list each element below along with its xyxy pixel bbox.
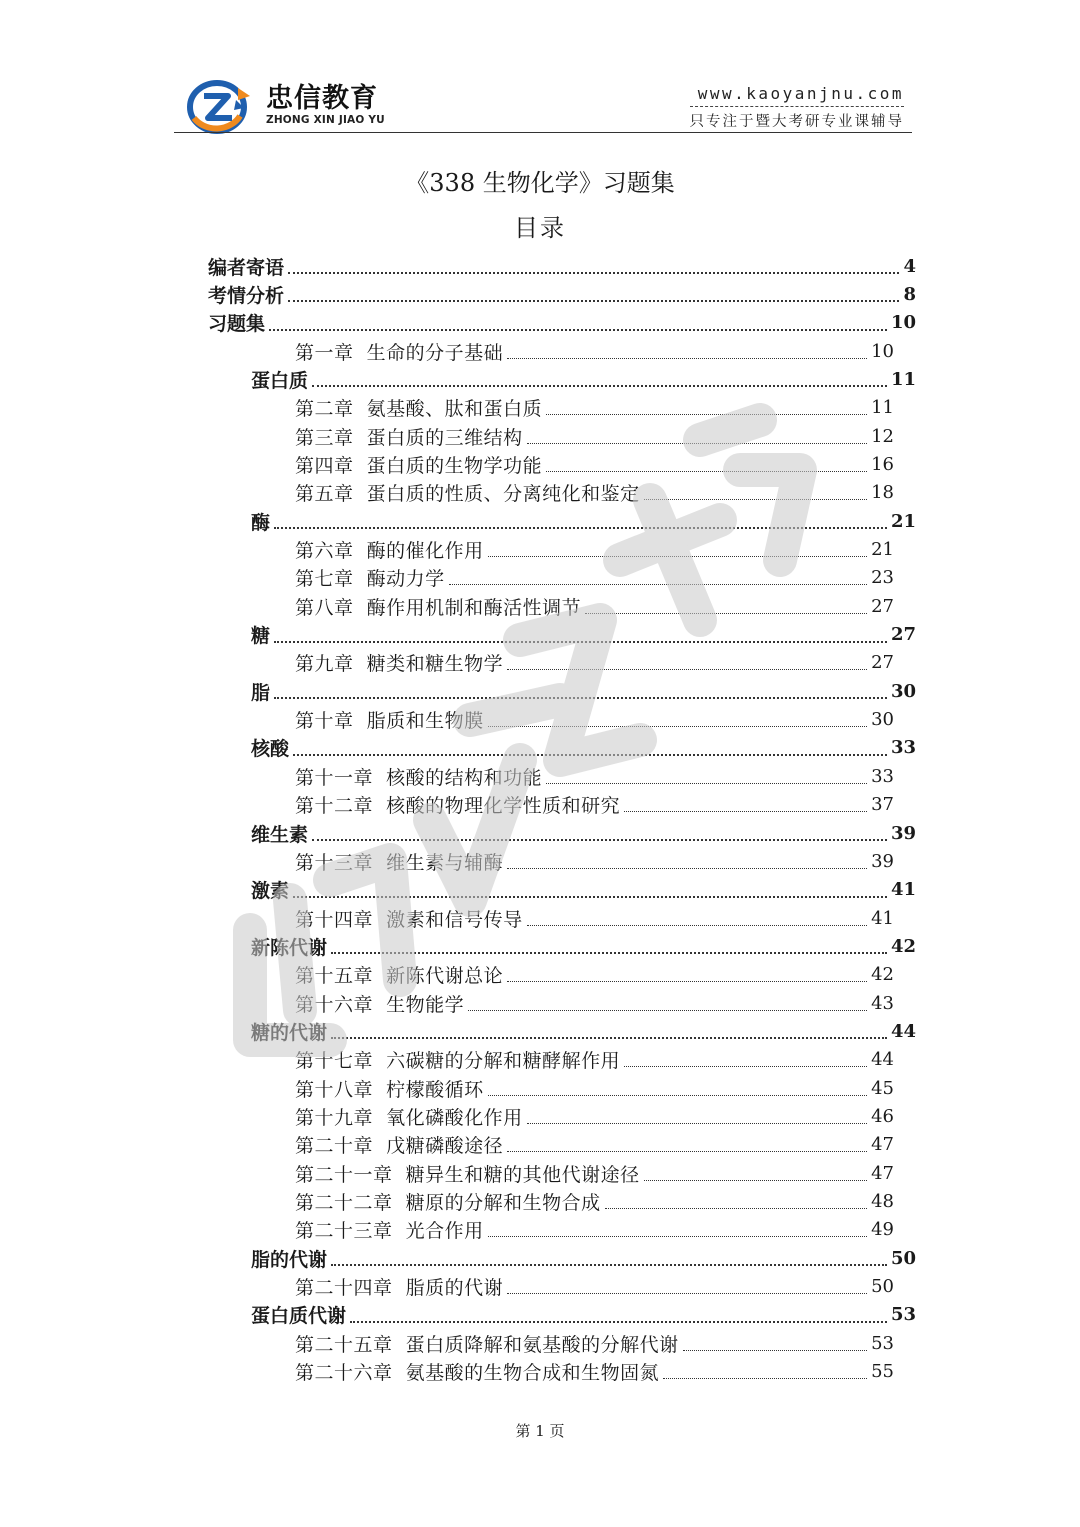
toc-section-entry [251, 677, 916, 705]
toc-chapter-entry [295, 1273, 894, 1301]
toc-entry-title: 维生素 [251, 823, 309, 846]
toc-dot-leader [507, 868, 867, 869]
toc-entry-page: 47 [871, 1134, 894, 1156]
toc-entry-page: 46 [871, 1106, 894, 1127]
toc-entry-page: 48 [871, 1191, 894, 1213]
toc-entry-page: 27 [871, 595, 894, 617]
toc-entry-title: 第十七章 六碳糖的分解和糖酵解作用 [295, 1050, 621, 1073]
toc-entry-page: 44 [890, 1020, 916, 1042]
toc-chapter-entry [295, 791, 894, 819]
toc-entry-page: 10 [890, 312, 916, 334]
toc-dot-leader [683, 1350, 868, 1351]
toc-entry-title: 第二十章 戊糖磷酸途径 [295, 1135, 504, 1158]
toc-entry-title: 第十一章 核酸的结构和功能 [295, 766, 543, 789]
toc-entry-page: 50 [890, 1247, 916, 1269]
site-url: www.kaoyanjnu.com [690, 84, 905, 107]
brand-pinyin: ZHONG XIN JIAO YU [266, 114, 385, 126]
toc-dot-leader [644, 499, 868, 500]
toc-entry-page: 27 [871, 652, 894, 674]
toc-entry-page: 4 [903, 255, 916, 277]
toc-section-entry [251, 365, 916, 393]
toc-chapter-entry [295, 649, 894, 677]
toc-dot-leader [488, 1236, 868, 1237]
toc-entry-page: 21 [871, 539, 894, 560]
header-divider [174, 132, 912, 133]
page-header [174, 72, 912, 134]
toc-entry-title: 第八章 酶作用机制和酶活性调节 [295, 596, 582, 619]
toc-dot-leader [331, 1264, 887, 1266]
site-slogan: 只专注于暨大考研专业课辅导 [689, 114, 904, 130]
toc-entry-title: 核酸 [251, 738, 290, 761]
toc-dot-leader [507, 358, 867, 359]
toc-dot-leader [546, 471, 867, 472]
toc-dot-leader [507, 1293, 867, 1294]
toc-entry-page: 55 [871, 1361, 894, 1383]
toc-entry-title: 第五章 蛋白质的性质、分离纯化和鉴定 [295, 483, 640, 506]
toc-entry-page: 47 [871, 1162, 894, 1184]
toc-entry-title: 习题集 [208, 313, 266, 336]
toc-dot-leader [624, 1066, 867, 1067]
toc-dot-leader [488, 726, 868, 727]
toc-section-entry [208, 309, 916, 337]
toc-dot-leader [624, 811, 867, 812]
toc-section-entry [251, 819, 916, 847]
toc-entry-page: 39 [890, 822, 916, 844]
toc-dot-leader [527, 443, 868, 444]
toc-entry-title: 第三章 蛋白质的三维结构 [295, 426, 523, 449]
toc-dot-leader [274, 697, 887, 699]
toc-chapter-entry [295, 847, 894, 875]
toc-chapter-entry [295, 479, 894, 507]
toc-entry-title: 第四章 蛋白质的生物学功能 [295, 454, 543, 477]
toc-dot-leader [269, 329, 887, 331]
toc-dot-leader [663, 1378, 867, 1379]
toc-entry-title: 第十八章 柠檬酸循环 [295, 1078, 484, 1101]
toc-entry-title: 第二十五章 蛋白质降解和氨基酸的分解代谢 [295, 1333, 679, 1356]
toc-entry-title: 第十四章 激素和信号传导 [295, 908, 523, 931]
toc-chapter-entry [295, 1188, 894, 1216]
toc-chapter-entry [295, 592, 894, 620]
toc-chapter-entry [295, 1159, 894, 1187]
toc-entry-title: 编者寄语 [208, 256, 285, 279]
toc-dot-leader [546, 783, 867, 784]
toc-chapter-entry [295, 536, 894, 564]
toc-dot-leader [274, 527, 887, 529]
toc-entry-title: 第二十四章 脂质的代谢 [295, 1277, 504, 1300]
zx-logo-icon [186, 78, 252, 134]
toc-dot-leader [293, 896, 887, 898]
page-number: 第 1 页 [515, 1422, 565, 1440]
toc-dot-leader [507, 669, 867, 670]
toc-entry-title: 糖 [251, 625, 271, 648]
toc-dot-leader [585, 613, 867, 614]
toc-dot-leader [312, 839, 887, 841]
toc-chapter-entry [295, 1046, 894, 1074]
toc-entry-page: 50 [871, 1276, 894, 1298]
toc-entry-title: 脂 [251, 681, 271, 704]
toc-dot-leader [288, 300, 899, 302]
toc-entry-page: 53 [890, 1304, 916, 1326]
toc-entry-page: 44 [871, 1049, 894, 1071]
toc-dot-leader [488, 556, 868, 557]
toc-chapter-entry [295, 961, 894, 989]
toc-entry-page: 49 [871, 1219, 894, 1241]
toc-chapter-entry [295, 1103, 894, 1131]
toc-entry-page: 12 [871, 425, 894, 447]
brand-name: 忠信教育 [266, 83, 378, 114]
toc-dot-leader [288, 272, 899, 274]
toc-entry-page: 42 [871, 964, 894, 986]
toc-entry-page: 41 [871, 907, 894, 929]
toc-entry-title: 第二十一章 糖异生和糖的其他代谢途径 [295, 1163, 640, 1186]
toc-entry-title: 激素 [251, 880, 290, 903]
toc-entry-page: 30 [871, 709, 894, 731]
toc-entry-page: 8 [903, 283, 916, 305]
toc-entry-title: 第十五章 新陈代谢总论 [295, 965, 504, 988]
toc-section-entry [208, 252, 916, 280]
toc-dot-leader [274, 641, 887, 643]
toc-dot-leader [546, 414, 867, 415]
toc-dot-leader [449, 584, 868, 585]
toc-entry-page: 45 [871, 1077, 894, 1099]
toc-entry-page: 53 [871, 1332, 894, 1354]
toc-dot-leader [527, 1123, 868, 1124]
toc-dot-leader [331, 952, 887, 954]
toc-entry-page: 42 [890, 935, 916, 957]
toc-entry-title: 脂的代谢 [251, 1248, 328, 1271]
toc-chapter-entry [295, 422, 894, 450]
brand [266, 84, 385, 126]
toc-entry-page: 33 [871, 765, 894, 787]
toc-section-entry [208, 280, 916, 308]
toc-chapter-entry [295, 450, 894, 478]
toc-entry-title: 第二章 氨基酸、肽和蛋白质 [295, 398, 543, 421]
toc-chapter-entry [295, 706, 894, 734]
toc-entry-title: 第十章 脂质和生物膜 [295, 710, 484, 733]
toc-section-entry [251, 1301, 916, 1329]
toc-chapter-entry [295, 989, 894, 1017]
toc-chapter-entry [295, 394, 894, 422]
toc-dot-leader [488, 1095, 868, 1096]
toc-entry-title: 第一章 生命的分子基础 [295, 341, 504, 364]
toc-section-entry [251, 621, 916, 649]
toc-entry-page: 27 [890, 624, 916, 646]
toc-entry-page: 23 [871, 567, 894, 589]
toc-entry-page: 37 [871, 794, 894, 816]
toc-entry-page: 16 [871, 453, 894, 475]
toc-entry-page: 41 [890, 879, 916, 901]
toc-entry-title: 酶 [251, 511, 271, 534]
toc-entry-title: 蛋白质代谢 [251, 1305, 347, 1328]
toc-entry-title: 第十三章 维生素与辅酶 [295, 851, 504, 874]
toc-entry-title: 考情分析 [208, 284, 285, 307]
toc-section-entry [251, 507, 916, 535]
toc-entry-title: 新陈代谢 [251, 936, 328, 959]
toc-chapter-entry [295, 1358, 894, 1386]
toc-entry-title: 第二十二章 糖原的分解和生物合成 [295, 1192, 601, 1215]
toc-chapter-entry [295, 564, 894, 592]
toc-entry-title: 蛋白质 [251, 369, 309, 392]
toc-entry-page: 10 [871, 340, 894, 362]
toc-entry-title: 第六章 酶的催化作用 [295, 540, 484, 562]
toc-entry-title: 糖的代谢 [251, 1021, 328, 1044]
toc-dot-leader [507, 1151, 867, 1152]
toc-entry-page: 11 [871, 397, 894, 419]
toc-dot-leader [507, 981, 867, 982]
toc-dot-leader [331, 1037, 887, 1039]
toc-dot-leader [605, 1208, 868, 1209]
toc-entry-page: 18 [871, 482, 894, 504]
toc-chapter-entry [295, 762, 894, 790]
toc-entry-page: 33 [890, 737, 916, 759]
toc-entry-page: 43 [871, 992, 894, 1014]
toc-dot-leader [468, 1010, 867, 1011]
toc-entry-title: 第九章 糖类和糖生物学 [295, 653, 504, 676]
toc-entry-page: 39 [871, 850, 894, 872]
toc-chapter-entry [295, 904, 894, 932]
toc-entry-title: 第十九章 氧化磷酸化作用 [295, 1107, 523, 1129]
toc-entry-title: 第七章 酶动力学 [295, 568, 445, 591]
toc-dot-leader [293, 754, 887, 756]
toc-section-entry [251, 1017, 916, 1045]
toc-chapter-entry [295, 1131, 894, 1159]
toc-section-entry [251, 734, 916, 762]
toc-section-entry [251, 932, 916, 960]
toc-dot-leader [644, 1180, 868, 1181]
toc-chapter-entry [295, 1074, 894, 1102]
toc-chapter-entry [295, 1329, 894, 1357]
toc-section-entry [251, 876, 916, 904]
toc-entry-page: 30 [890, 680, 916, 702]
toc-dot-leader [350, 1321, 887, 1323]
toc-entry-title: 第二十三章 光合作用 [295, 1220, 484, 1243]
document-title: 《338 生物化学》习题集 [405, 169, 675, 197]
toc-section-entry [251, 1244, 916, 1272]
toc-entry-title: 第十二章 核酸的物理化学性质和研究 [295, 795, 621, 818]
toc-chapter-entry [295, 337, 894, 365]
toc-entry-page: 11 [890, 368, 916, 390]
toc-chapter-entry [295, 1216, 894, 1244]
site-info [690, 84, 905, 131]
toc-entry-title: 第十六章 生物能学 [295, 993, 465, 1016]
toc-heading: 目录 [514, 214, 566, 242]
toc-entry-page: 21 [890, 510, 916, 532]
toc-dot-leader [527, 925, 868, 926]
toc-dot-leader [312, 385, 887, 387]
toc-entry-title: 第二十六章 氨基酸的生物合成和生物固氮 [295, 1362, 660, 1385]
